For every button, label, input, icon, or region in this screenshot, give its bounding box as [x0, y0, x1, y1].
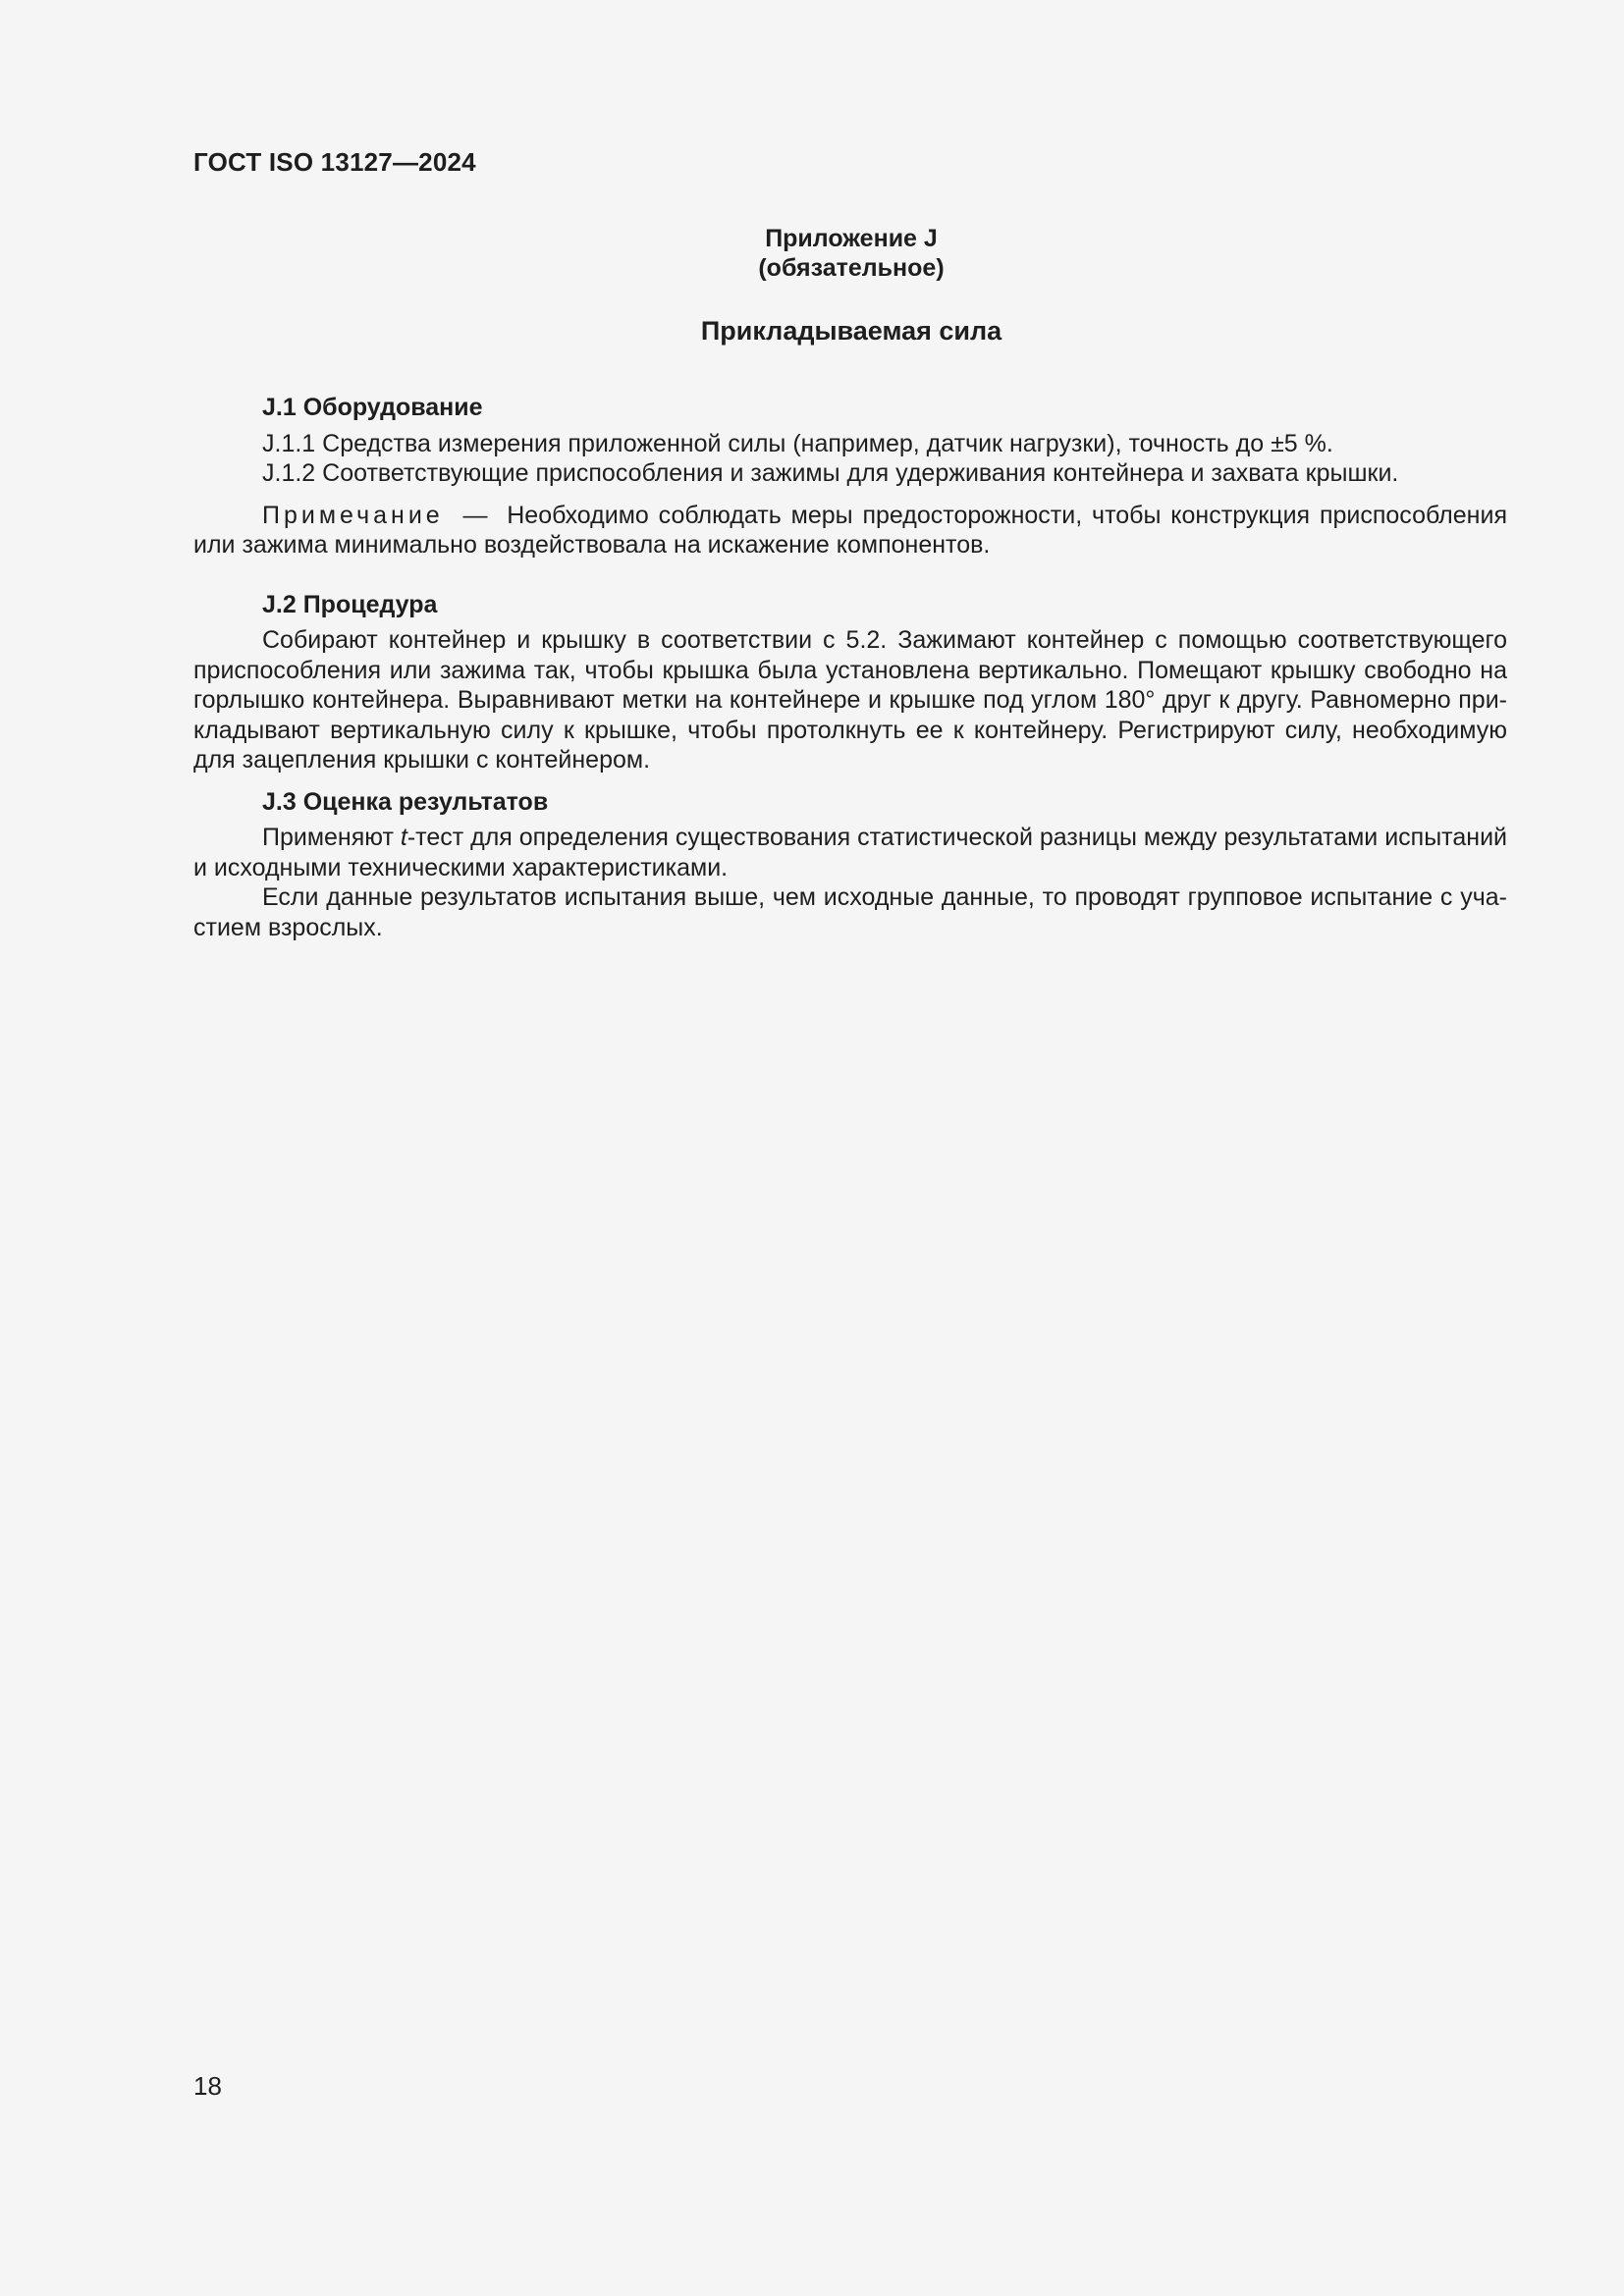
section-heading-j1: J.1 Оборудование [262, 394, 483, 421]
document-code: ГОСТ ISO 13127—2024 [193, 147, 476, 177]
evaluation-paragraph-2: Если данные результатов испытания выше, чем исходные данные, то проводят групповое испытание с участием взрослых. [193, 883, 1507, 941]
section-heading-j2: J.2 Процедура [262, 590, 438, 618]
clause-j1-2: J.1.2 Соответствующие приспособления и зажимы для удерживания контейнера и захвата крышки. [262, 459, 1399, 487]
appendix-status: (обязательное) [758, 254, 945, 282]
clause-j1-1: J.1.1 Средства измерения приложенной силы (например, датчик нагрузки), точность до ±5 %. [262, 429, 1333, 457]
appendix-heading [193, 224, 1509, 283]
procedure-paragraph: Собирают контейнер и крышку в соответствии с 5.2. Зажимают контейнер с помощью соответствующего приспособления или зажима так, чтобы крышка была установлена вертикально. Помещают крышку свободно на горлышко контейнера. Выравнивают метки на контейнере и крышке под углом 180° друг к другу. Равномерно прикладывают вертикальную силу к крышке, чтобы протолкнуть ее к контейнеру. Регистрируют силу, необходимую для зацепления крышки с контейнером. [193, 626, 1507, 774]
page-number: 18 [193, 2071, 222, 2101]
evaluation-paragraph-1 [193, 823, 1507, 882]
evaluation-text-end: -тест для определения существования статистической разницы между результатами испытаний и исходными техническими характеристиками. [193, 824, 1507, 881]
note-label: Примечание [262, 501, 444, 529]
note-dash: — [462, 501, 488, 529]
appendix-title: Прикладываемая сила [700, 316, 1002, 346]
t-test-symbol: t [400, 824, 407, 851]
section-heading-j3: J.3 Оценка результатов [262, 787, 549, 816]
evaluation-text-start: Применяют [262, 824, 401, 851]
appendix-label: Приложение J [765, 225, 938, 252]
document-body [193, 393, 1507, 942]
note-paragraph [193, 501, 1507, 561]
note-text: Необходимо соблюдать меры предосторожности, чтобы конструкция приспособления или зажима минимально воздействовала на искажение компонентов. [193, 501, 1507, 559]
